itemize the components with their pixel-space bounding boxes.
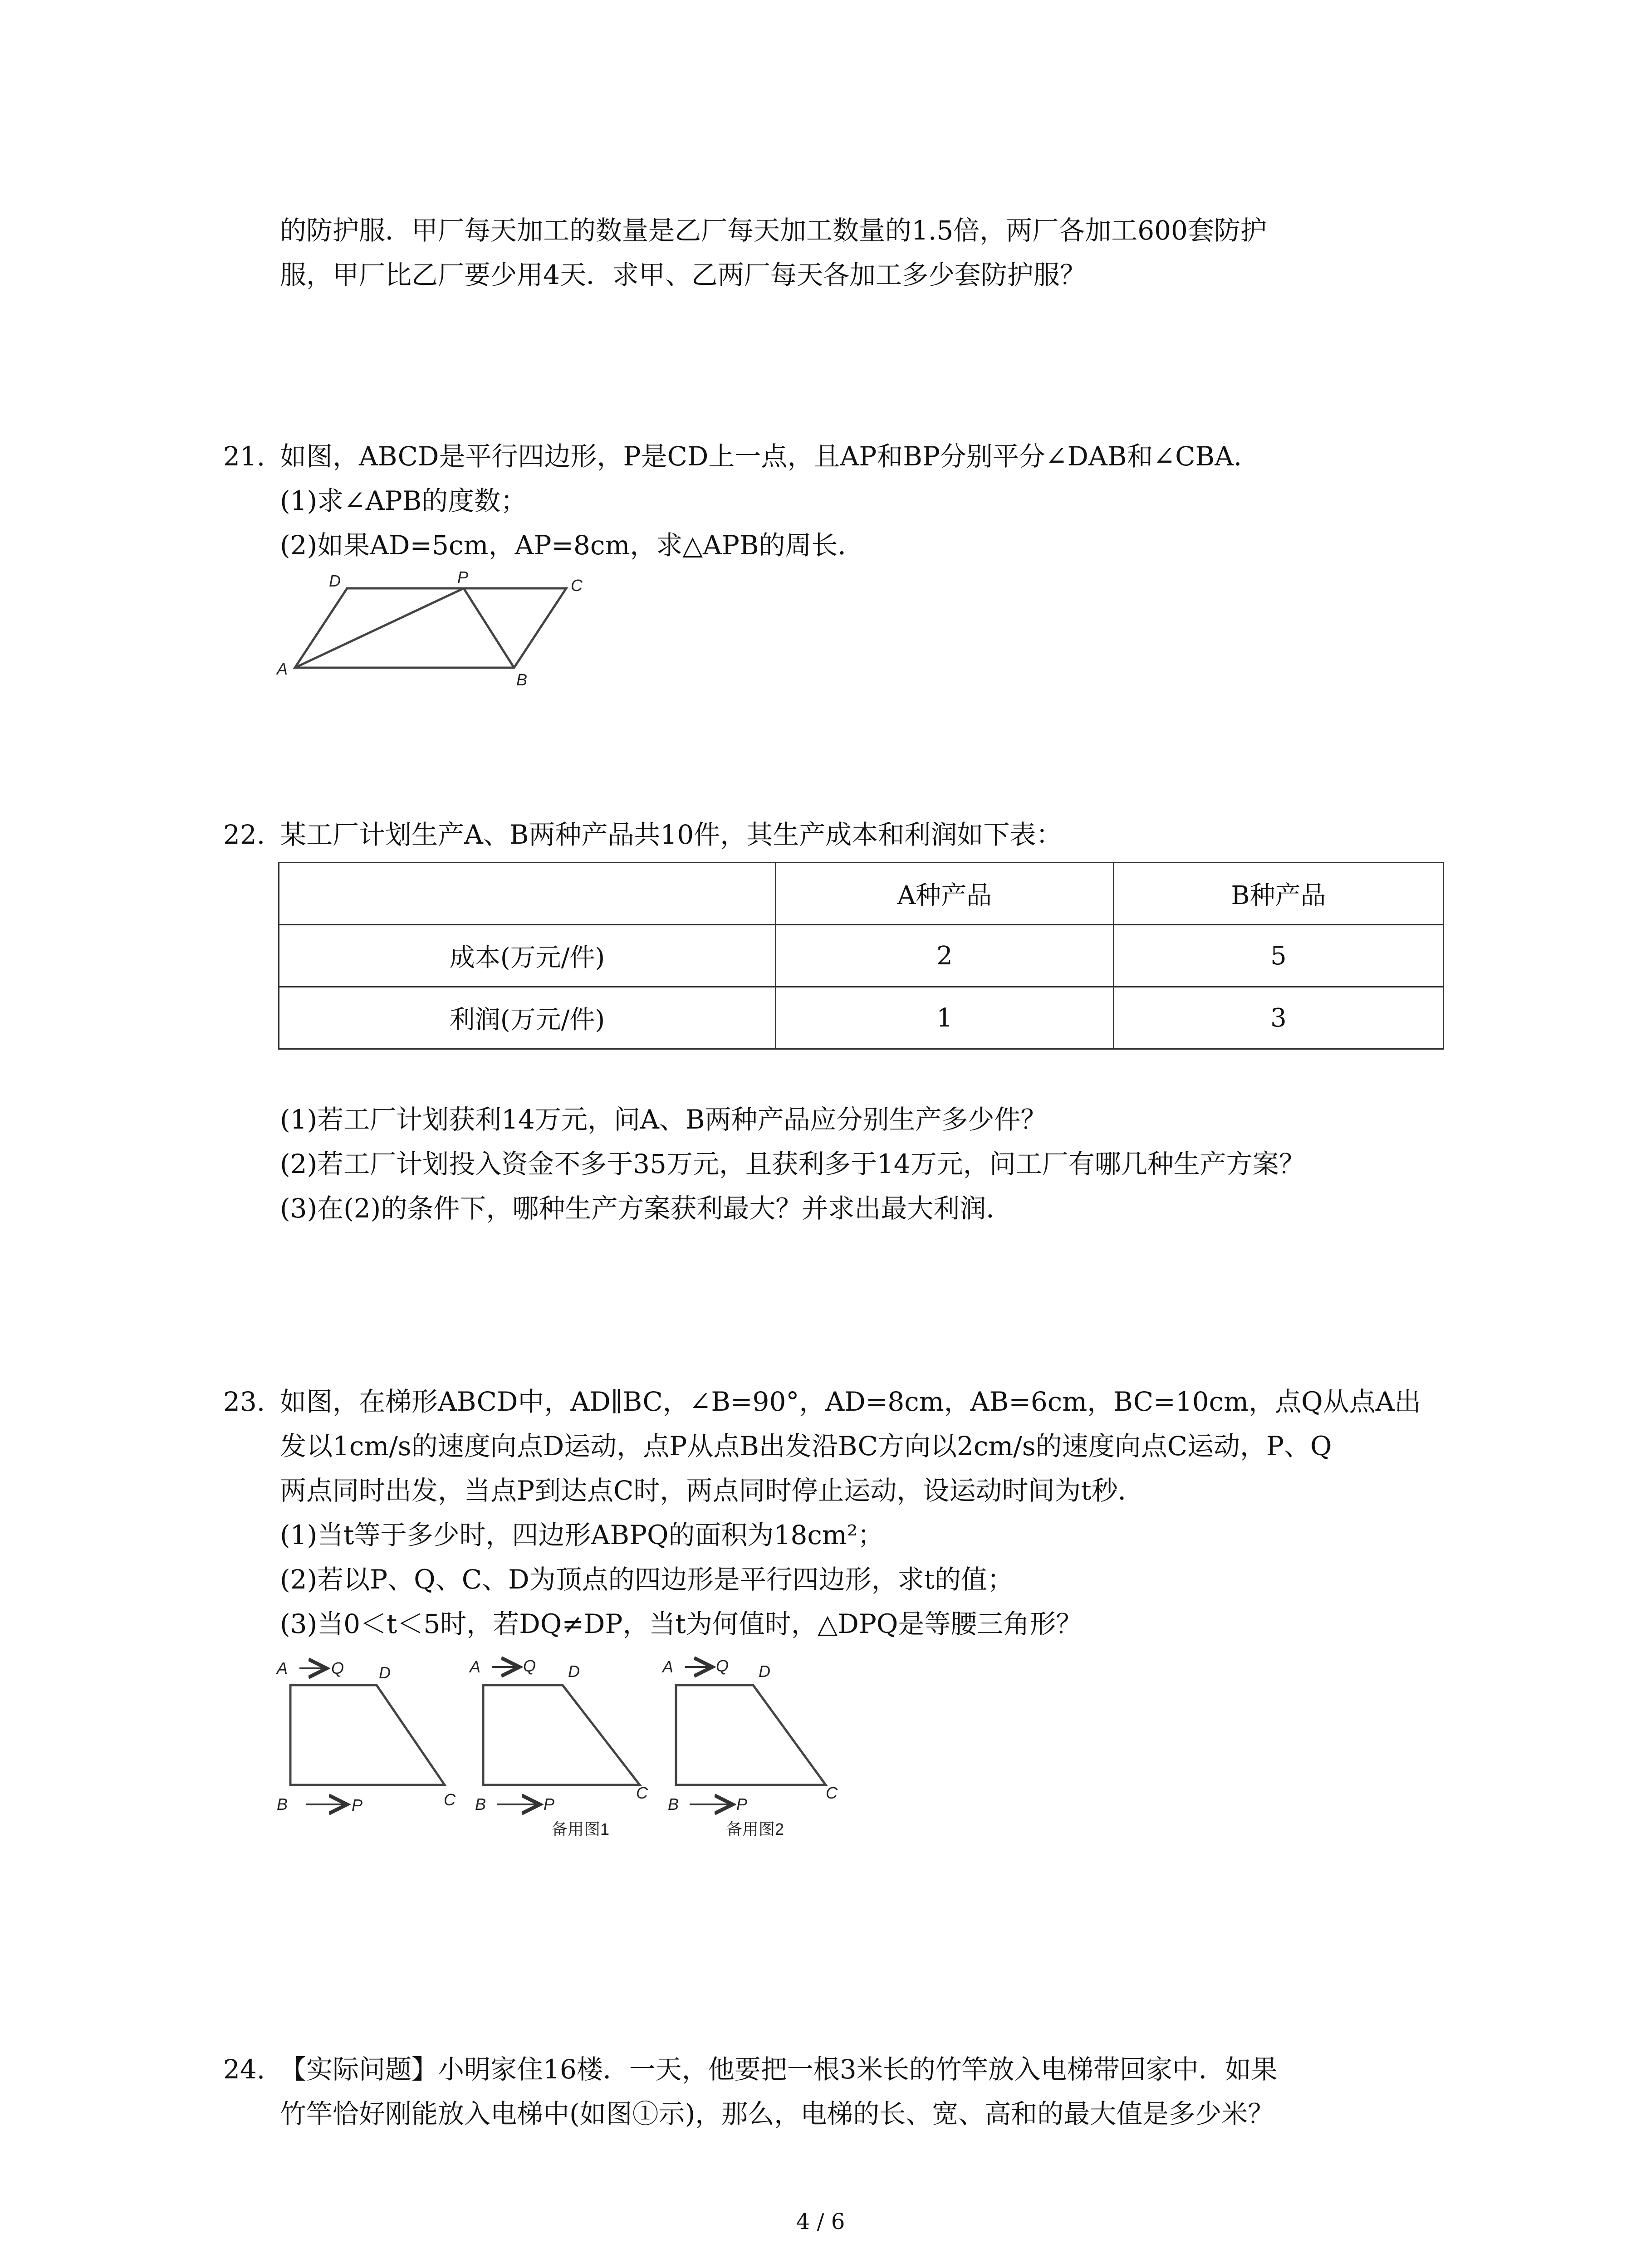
table-cell: 利润(万元/件) xyxy=(279,987,776,1049)
q21-number: 21. xyxy=(223,441,265,472)
q21-stem: 如图，ABCD是平行四边形，P是CD上一点，且AP和BP分别平分∠DAB和∠CBA． xyxy=(280,441,1260,472)
q23-part3: (3)当0＜t＜5时，若DQ≠DP，当t为何值时，△DPQ是等腰三角形？ xyxy=(280,1608,1083,1639)
table-row xyxy=(279,987,1444,1049)
table-cell: 5 xyxy=(1114,925,1444,987)
q23-fig1-label-d: D xyxy=(379,1663,391,1682)
q21-label-c: C xyxy=(571,576,583,595)
q23-figure-main xyxy=(276,1659,456,1814)
q23-part1: (1)当t等于多少时，四边形ABPQ的面积为18cm²； xyxy=(280,1520,884,1550)
q23-fig2-label-d: D xyxy=(568,1662,580,1681)
table-header-empty xyxy=(279,863,776,925)
q23-caption-spare1: 备用图1 xyxy=(551,1820,610,1838)
q20-line1: 的防护服．甲厂每天加工的数量是乙厂每天加工数量的1.5倍，两厂各加工600套防护 xyxy=(280,215,1267,246)
q23-fig3-label-p: P xyxy=(736,1795,748,1813)
table-cell: 成本(万元/件) xyxy=(279,925,776,987)
q23-fig2-label-p: P xyxy=(544,1795,555,1813)
q23-part2: (2)若以P、Q、C、D为顶点的四边形是平行四边形，求t的值； xyxy=(280,1564,1014,1595)
q23-caption-spare2: 备用图2 xyxy=(726,1820,784,1838)
q21-part2: (2)如果AD=5cm，AP=8cm，求△APB的周长． xyxy=(280,530,864,561)
table-header-row xyxy=(279,863,1444,925)
q22-number: 22. xyxy=(223,819,265,850)
table-header-a: A种产品 xyxy=(776,863,1114,925)
q20-line2: 服，甲厂比乙厂要少用4天．求甲、乙两厂每天各加工多少套防护服？ xyxy=(280,259,1086,290)
q23-trapezoid-figures xyxy=(268,1651,871,1842)
q23-fig3-label-q: Q xyxy=(716,1657,729,1675)
q23-fig3-label-b: B xyxy=(668,1795,679,1813)
q23-stem-line3: 两点同时出发，当点P到达点C时，两点同时停止运动，设运动时间为t秒． xyxy=(280,1475,1144,1506)
q21-part1: (1)求∠APB的度数； xyxy=(280,485,527,516)
q21-label-p: P xyxy=(457,569,469,587)
q23-fig1-label-a: A xyxy=(277,1659,288,1677)
table-row xyxy=(279,925,1444,987)
q23-stem-line1: 如图，在梯形ABCD中，AD∥BC，∠B=90°，AD=8cm，AB=6cm，BC=10cm，点Q从点A出 xyxy=(280,1386,1421,1417)
q23-fig1-label-p: P xyxy=(352,1796,363,1814)
q23-fig3-label-a: A xyxy=(662,1657,674,1676)
q24-line1: 【实际问题】小明家住16楼．一天，他要把一根3米长的竹竿放入电梯带回家中．如果 xyxy=(280,2054,1278,2085)
q23-fig1-label-q: Q xyxy=(331,1659,344,1677)
q23-fig1-label-c: C xyxy=(444,1790,456,1809)
table-cell: 2 xyxy=(776,925,1114,987)
q23-fig2-label-a: A xyxy=(470,1657,481,1676)
q21-label-b: B xyxy=(516,670,528,689)
table-cell: 3 xyxy=(1114,987,1444,1049)
q23-fig3-label-c: C xyxy=(826,1784,838,1802)
table-header-b: B种产品 xyxy=(1114,863,1444,925)
q24-line2: 竹竿恰好刚能放入电梯中(如图①示)，那么，电梯的长、宽、高和的最大值是多少米？ xyxy=(280,2098,1274,2129)
q21-label-d: D xyxy=(329,572,341,590)
q23-fig2-label-b: B xyxy=(475,1795,486,1813)
q23-fig3-label-d: D xyxy=(759,1662,770,1681)
q21-parallelogram-figure xyxy=(268,569,612,692)
q22-part3: (3)在(2)的条件下，哪种生产方案获利最大？并求出最大利润． xyxy=(280,1193,1013,1224)
q23-stem-line2: 发以1cm/s的速度向点D运动，点P从点B出发沿BC方向以2cm/s的速度向点C运动，P、Q xyxy=(280,1431,1332,1461)
q23-number: 23. xyxy=(223,1386,265,1417)
q23-fig2-label-c: C xyxy=(636,1784,648,1802)
q23-figure-spare1 xyxy=(469,1657,648,1838)
q23-fig2-label-q: Q xyxy=(523,1657,536,1675)
table-cell: 1 xyxy=(776,987,1114,1049)
q24-number: 24. xyxy=(223,2054,265,2085)
q23-figure-spare2 xyxy=(661,1657,838,1838)
q21-label-a: A xyxy=(277,660,288,678)
page-number: 4 / 6 xyxy=(796,2209,845,2234)
q22-stem: 某工厂计划生产A、B两种产品共10件，其生产成本和利润如下表： xyxy=(280,819,1063,850)
q22-part1: (1)若工厂计划获利14万元，问A、B两种产品应分别生产多少件？ xyxy=(280,1104,1047,1135)
q23-fig1-label-b: B xyxy=(277,1795,288,1813)
cost-profit-table xyxy=(278,862,1444,1050)
q22-part2: (2)若工厂计划投入资金不多于35万元，且获利多于14万元，问工厂有哪几种生产方案？ xyxy=(280,1149,1305,1179)
